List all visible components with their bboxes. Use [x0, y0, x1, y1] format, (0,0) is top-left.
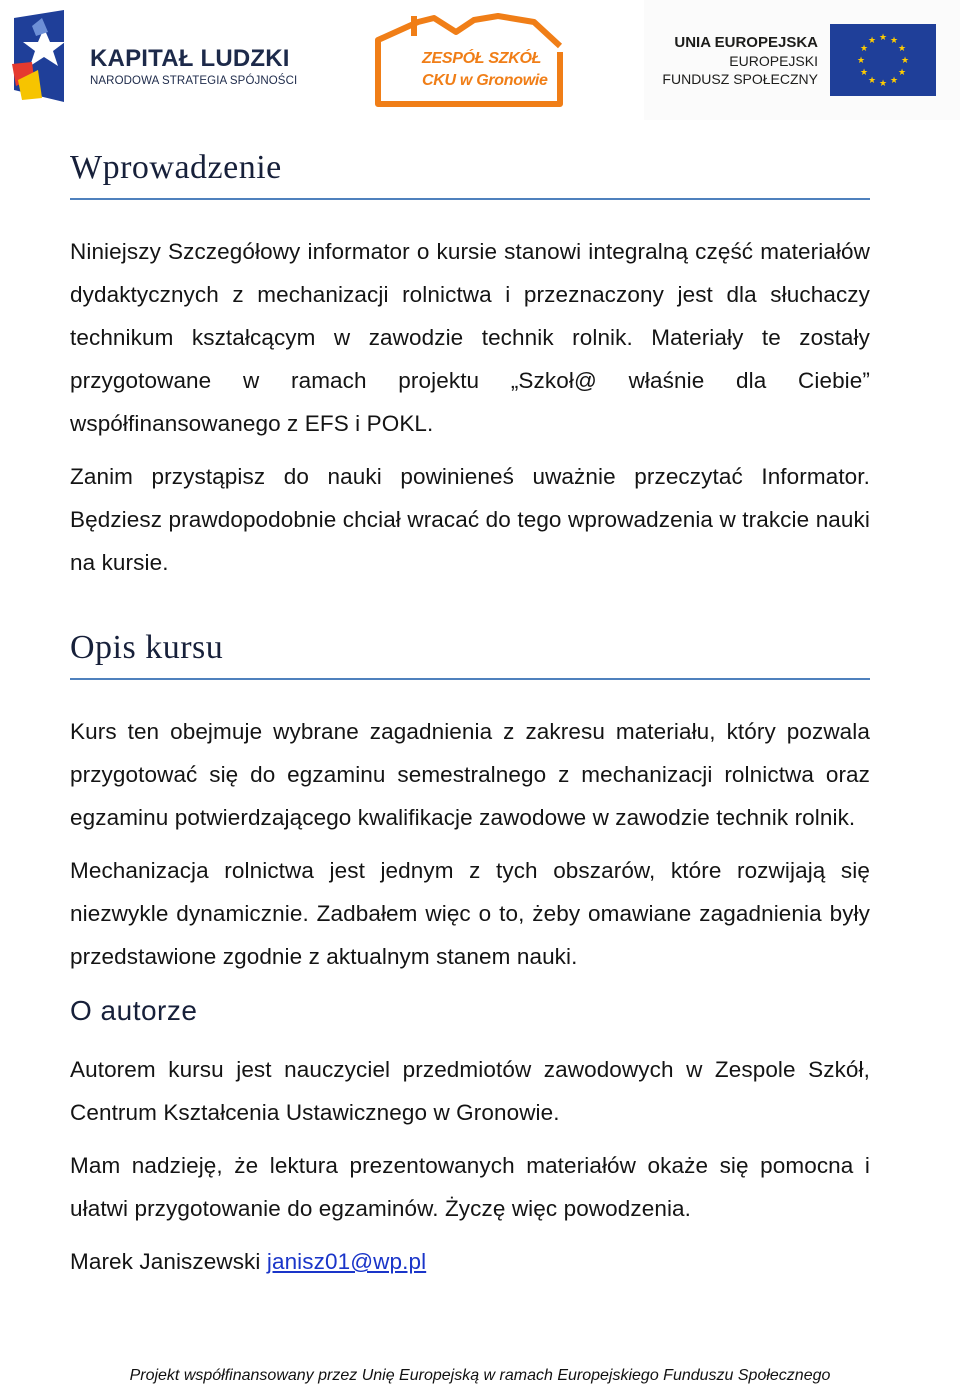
svg-text:★: ★: [867, 36, 877, 46]
svg-text:★: ★: [900, 56, 910, 66]
eu-line1: UNIA EUROPEJSKA: [674, 34, 818, 51]
kapital-ludzki-title: KAPITAŁ LUDZKI: [90, 45, 290, 72]
eu-logo: [644, 0, 960, 120]
intro-paragraph-1: Niniejszy Szczegółowy informator o kursie stanowi integralną część materiałów dydaktycznych z mechanizacji rolnictwa i przeznaczony jest dla słuchaczy technikum kształcącym w zawodzie technik rolnik. Materiały te zostały przygotowane w ramach projektu „Szkoł@ właśnie dla Ciebie” współfinansowanego z EFS i POKL.: [70, 239, 870, 436]
author-name: Marek Janiszewski: [70, 1249, 261, 1274]
svg-text:★: ★: [878, 79, 888, 89]
author-signature: [70, 1240, 870, 1283]
eu-line2: EUROPEJSKI: [729, 53, 818, 69]
svg-text:★: ★: [897, 44, 907, 54]
author-paragraph-2: Mam nadzieję, że lektura prezentowanych materiałów okaże się pomocna i ułatwi przygotowanie do egzaminów. Życzę więc powodzenia.: [70, 1153, 870, 1221]
svg-text:★: ★: [859, 68, 869, 78]
eu-flag-icon: [830, 24, 936, 96]
svg-text:★: ★: [889, 36, 899, 46]
svg-text:★: ★: [889, 76, 899, 86]
course-paragraph-1: Kurs ten obejmuje wybrane zagadnienia z zakresu materiału, który pozwala przygotować się do egzaminu semestralnego z mechanizacji rolnictwa oraz egzaminu potwierdzającego kwalifikacje zawodowe w zawodzie technik rolnik.: [70, 719, 870, 830]
zespol-szkol-logo: [374, 12, 574, 112]
header-logos: [0, 0, 960, 120]
author-paragraph-1: Autorem kursu jest nauczyciel przedmiotów zawodowych w Zespole Szkół, Centrum Kształcenia Ustawicznego w Gronowie.: [70, 1057, 870, 1125]
kapital-ludzki-subtitle: NARODOWA STRATEGIA SPÓJNOŚCI: [90, 75, 298, 87]
svg-text:★: ★: [867, 76, 877, 86]
zespol-szkol-line1: ZESPÓŁ SZKÓŁ: [422, 50, 542, 67]
svg-text:★: ★: [859, 44, 869, 54]
kapital-ludzki-star-icon: [8, 8, 78, 108]
heading-opis-kursu: Opis kursu: [70, 620, 870, 680]
course-paragraph-2: Mechanizacja rolnictwa jest jednym z tych obszarów, które rozwijają się niezwykle dynamicznie. Zadbałem więc o to, żeby omawiane zagadnienia były przedstawione zgodnie z aktualnym stanem nauki.: [70, 858, 870, 969]
intro-paragraph-2: Zanim przystąpisz do nauki powinieneś uważnie przeczytać Informator. Będziesz prawdopodobnie chciał wracać do tego wprowadzenia w trakcie nauki na kursie.: [70, 464, 870, 575]
zespol-szkol-line2: CKU w Gronowie: [422, 72, 548, 89]
eu-line3: FUNDUSZ SPOŁECZNY: [662, 71, 818, 87]
heading-wprowadzenie: Wprowadzenie: [70, 140, 870, 200]
svg-text:★: ★: [856, 56, 866, 66]
svg-text:★: ★: [878, 33, 888, 43]
document-body: [70, 140, 870, 1283]
heading-o-autorze: O autorze: [70, 995, 198, 1026]
kapital-ludzki-logo: [8, 8, 298, 108]
author-email-link[interactable]: janisz01@wp.pl: [266, 1249, 427, 1274]
svg-text:★: ★: [897, 68, 907, 78]
footer-note: Projekt współfinansowany przez Unię Europejską w ramach Europejskiego Funduszu Społecznego: [129, 1367, 831, 1384]
